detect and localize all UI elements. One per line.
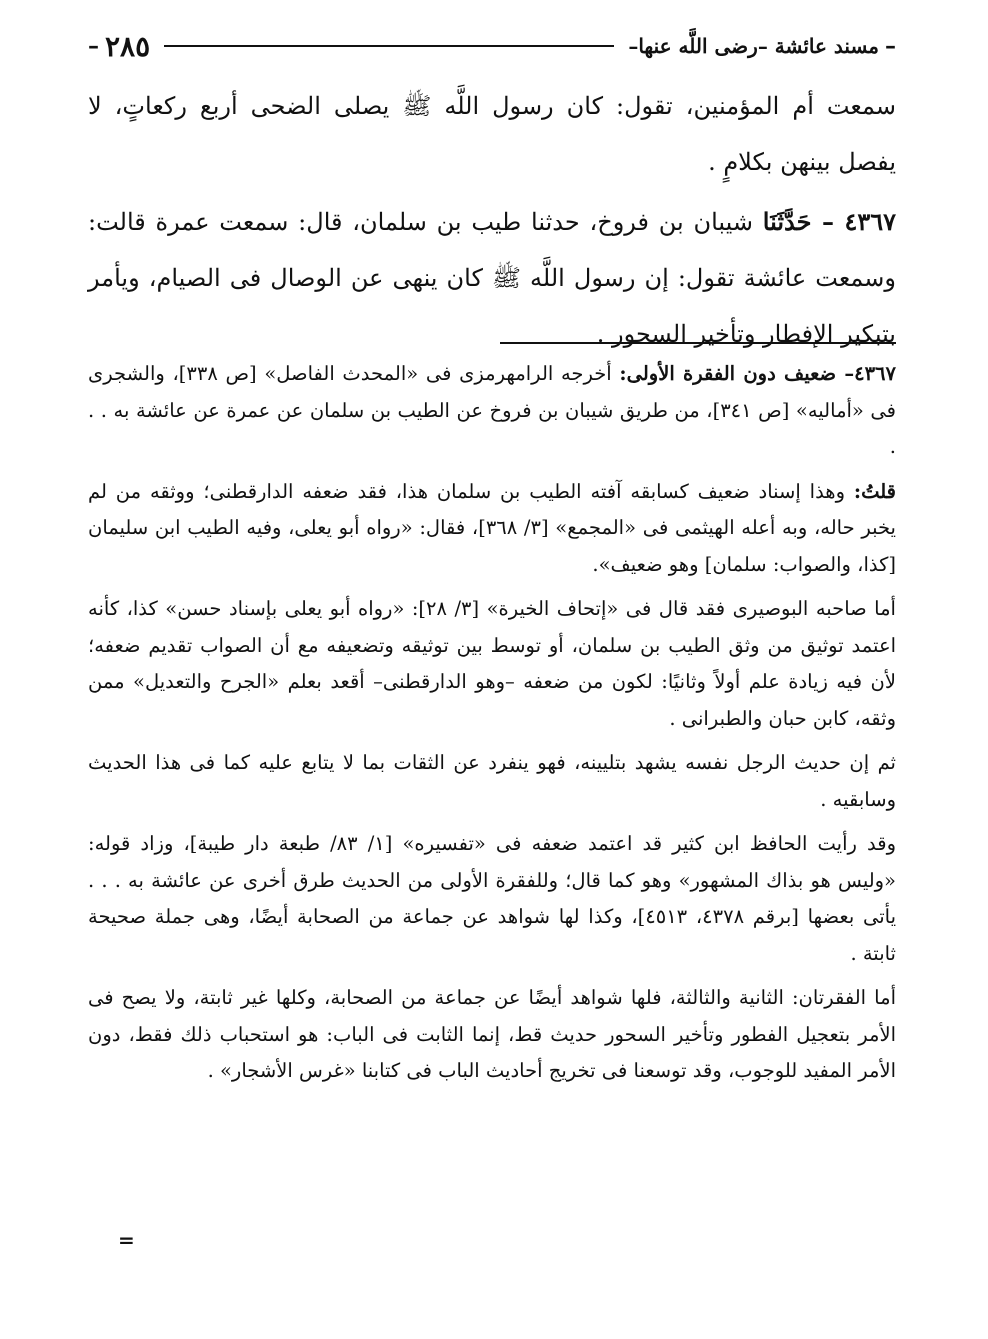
hadith-number: ٤٣٦٧ [844,207,896,236]
note-lead-grade: ٤٣٦٧– ضعيف دون الفقرة الأولى: [619,362,897,385]
main-text [88,78,896,362]
footnote-separator [500,342,896,344]
note-lead-qultu: قلتُ: [853,479,896,503]
note-paragraph-3: أما صاحبه البوصيرى فقد قال فى «إتحاف الخيرة» [٣/ ٢٨]: «رواه أبو يعلى بإسناد حسن» كذا، كأنه اعتمد توثيق من وثق الطيب بن سلمان، أو توسط بين توثيقه وتضعيفه مع أن الصواب تقديم ضعفه؛ لأن فيه زيادة علم أولاً وثانيًا: لكون من ضعفه –وهو الدارقطنى– أقعد بعلم «الجرح والتعديل» ممن وثقه، كابن حبان والطبرانى . [88,597,896,730]
header-dash-left: – [88,33,99,59]
footnotes [88,356,896,1098]
running-title: مسند عائشة –رضى اللَّه عنها– [628,34,879,58]
note-text-1: أخرجه الرامهرمزى فى «المحدث الفاصل» [ص ٣٣٨]، والشجرى فى «أماليه» [ص ٣٤١]، من طريق شيبان بن فروخ عن الطيب بن سلمان عن عمرة عن عائشة به . . . [88,362,896,458]
header-dash-right: – [885,33,896,59]
note-paragraph-1 [88,356,896,466]
note-paragraph-2 [88,474,896,584]
note-paragraph-6: أما الفقرتان: الثانية والثالثة، فلها شواهد أيضًا عن جماعة من الصحابة، وكلها غير ثابتة، ولا يصح فى الأمر بتعجيل الفطور وتأخير السحور حديث قط، إنما الثابت فى الباب: هو استحباب ذلك فقط، دون الأمر المفيد للوجوب، وقد توسعنا فى تخريج أحاديث الباب فى كتابنا «غرس الأشجار» . [88,986,896,1082]
main-paragraph-1: سمعت أم المؤمنين، تقول: كان رسول اللَّه ﷺ يصلى الضحى أربع ركعاتٍ، لا يفصل بينهن بكلامٍ . [88,92,896,176]
header-rule [164,45,614,47]
haddathana-word: حَدَّثَنَا [762,207,812,236]
hadith-text: شيبان بن فروخ، حدثنا طيب بن سلمان، قال: سمعت عمرة قالت: وسمعت عائشة تقول: إن رسول اللَّه ﷺ كان ينهى عن الوصال فى الصيام، ويأمر بتبكير الإفطار وتأخير السحور . [88,208,896,348]
note-text-2: وهذا إسناد ضعيف كسابقه آفته الطيب بن سلمان هذا، فقد ضعفه الدارقطنى؛ ووثقه من لم يخبر حاله، وبه أعله الهيثمى فى «المجمع» [٣/ ٣٦٨]، فقال: «رواه أبو يعلى، وفيه الطيب ابن سليمان [كذا، والصواب: سلمان] وهو ضعيف». [88,479,896,576]
hadith-dash: – [811,207,845,236]
note-paragraph-4: ثم إن حديث الرجل نفسه يشهد بتليينه، فهو ينفرد عن الثقات بما لا يتابع عليه كما فى هذا الحديث وسابقيه . [88,751,896,811]
hadith-4367 [88,194,896,362]
note-paragraph-5: وقد رأيت الحافظ ابن كثير قد اعتمد ضعفه فى «تفسيره» [١/ ٨٣/ طبعة دار طيبة]، وزاد قوله: «وليس هو بذاك المشهور» وهو كما قال؛ وللفقرة الأولى من الحديث طرق أخرى عن عائشة به . . . يأتى بعضها [برقم ٤٣٧٨، ٤٥١٣]، وكذا لها شواهد عن جماعة من الصحابة أيضًا، وهى جملة صحيحة ثابتة . [88,832,896,965]
page-number: ٢٨٥ [105,29,151,63]
page-header [88,26,896,66]
continuation-mark: = [118,1228,135,1252]
